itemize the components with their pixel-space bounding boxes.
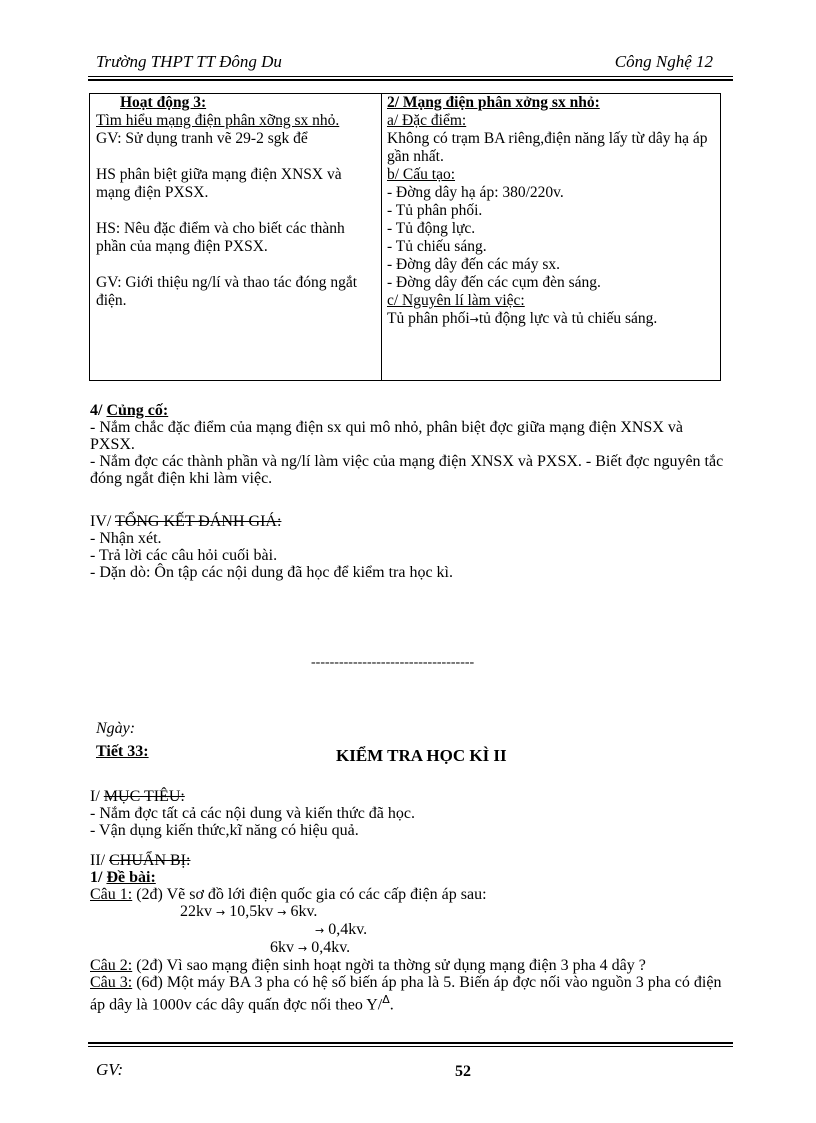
arrow-right-icon: → xyxy=(277,906,287,919)
delta-icon: Δ xyxy=(382,993,390,1006)
activity-right-cell xyxy=(382,94,721,381)
footer-divider-thick xyxy=(88,1042,733,1044)
paragraph: - Nắm đợc các thành phần và ng/lí làm việc của mạng điện XNSX và PXSX. - Biết đợc nguyên tắc đóng ngắt điện khi làm việc. xyxy=(90,453,724,487)
activity-title: Hoạt động 3: xyxy=(120,94,207,111)
paragraph: - Nắm chắc đặc điểm của mạng điện sx qui mô nhỏ, phân biệt đợc giữa mạng điện XNSX và PXSX. xyxy=(90,419,683,453)
voltage-row: → 0,4kv. xyxy=(315,921,368,938)
activity-line: HS phân biệt giữa mạng điện XNSX và mạng điện PXSX. xyxy=(96,166,342,201)
header-divider xyxy=(88,76,733,77)
paragraph: - Vận dụng kiến thức,kĩ năng có hiệu quả. xyxy=(90,822,359,839)
header-school: Trường THPT TT Đông Du xyxy=(96,52,282,71)
cung-co-section: 4/ Củng cố: - Nắm chắc đặc điểm của mạng điện sx qui mô nhỏ, phân biệt đợc giữa mạng điện XNSX và PXSX. - Nắm đợc các thành phần và ng/lí làm việc của mạng điện XNSX và PXSX. - Biết đợc nguyên tắc đóng ngắt điện khi làm việc. xyxy=(90,402,730,487)
activity-line: GV: Sử dụng tranh vẽ 29-2 sgk để xyxy=(96,130,308,147)
lesson-number: Tiết 33: xyxy=(96,743,149,760)
paragraph: - Trả lời các câu hỏi cuối bài. xyxy=(90,547,278,564)
text-line: Không có trạm BA riêng,điện năng lấy từ dây hạ áp gần nhất. xyxy=(387,130,708,165)
muc-tieu-section: I/ MỤC TIÊU: - Nắm đợc tất cả các nội dung và kiến thức đã học. - Vận dụng kiến thức,kĩ năng có hiệu quả. xyxy=(90,788,730,839)
cung-co-heading: Củng cố: xyxy=(106,402,169,419)
list-item: - Tủ chiếu sáng. xyxy=(387,238,487,255)
list-item: - Tủ động lực. xyxy=(387,220,476,237)
subsection-b: b/ Cấu tạo: xyxy=(387,166,456,183)
chuan-bi-heading: CHUẨN BỊ: xyxy=(109,852,191,869)
paragraph: - Nhận xét. xyxy=(90,530,162,547)
activity-left-cell xyxy=(90,94,382,381)
activity-line: Tìm hiểu mạng điện phân xỡng sx nhỏ. xyxy=(96,112,340,129)
subsection-a: a/ Đặc điểm: xyxy=(387,112,467,129)
page-number: 52 xyxy=(455,1063,471,1080)
list-item: - Đờng dây hạ áp: 380/220v. xyxy=(387,184,564,201)
arrow-right-icon: → xyxy=(469,313,479,326)
footer-divider xyxy=(88,1046,733,1047)
activity-table xyxy=(89,93,721,381)
question-1: Câu 1: (2đ) Vẽ sơ đồ lới điện quốc gia có các cấp điện áp sau: xyxy=(90,886,487,903)
tong-ket-heading: TỔNG KẾT ĐÁNH GIÁ: xyxy=(115,513,282,530)
date-label: Ngày: xyxy=(96,720,136,737)
paragraph: - Dặn dò: Ôn tập các nội dung đã học để kiểm tra học kì. xyxy=(90,564,453,581)
voltage-row: 22kv → 10,5kv → 6kv. xyxy=(180,903,318,920)
tong-ket-section: IV/ TỔNG KẾT ĐÁNH GIÁ: - Nhận xét. - Trả lời các câu hỏi cuối bài. - Dặn dò: Ôn tập các nội dung đã học để kiểm tra học kì. xyxy=(90,513,730,581)
header-subject: Công Nghệ 12 xyxy=(614,52,713,71)
list-item: - Tủ phân phối. xyxy=(387,202,483,219)
arrow-right-icon: → xyxy=(216,906,226,919)
section-title: 2/ Mạng điện phân xởng sx nhỏ: xyxy=(387,94,600,111)
list-item: - Đờng dây đến các máy sx. xyxy=(387,256,561,273)
list-item: - Đờng dây đến các cụm đèn sáng. xyxy=(387,274,601,291)
footer-teacher: GV: xyxy=(96,1060,124,1079)
question-3: Câu 3: (6đ) Một máy BA 3 pha có hệ số biến áp pha là 5. Biến áp đợc nối vào nguồn 3 pha có điện áp dây là 1000v các dây quấn đợc nối theo Y/$^\Delta$. xyxy=(90,974,722,1014)
chuan-bi-section: II/ CHUẨN BỊ: 1/ Đề bài: Câu 1: (2đ) Vẽ sơ đồ lới điện quốc gia có các cấp điện áp sau: 22kv → 10,5kv → 6kv. → 0,4kv. 6kv → 0,4kv. Câu 2: (2đ) Vì sao mạng điện sinh hoạt ngời ta thờng sử dụng mạng điện 3 pha 4 dây ? Câu 3: (6đ) Một máy BA 3 pha có hệ số biến áp pha là 5. Biến áp đợc nối vào nguồn 3 pha có điện áp dây là 1000v các dây quấn đợc nối theo Y/$^\Delta$. xyxy=(90,852,730,1013)
voltage-row: 6kv → 0,4kv. xyxy=(270,939,351,956)
separator: ----------------------------------- xyxy=(311,655,475,670)
page-title: KIỂM TRA HỌC KÌ II xyxy=(336,746,507,765)
arrow-right-icon: → xyxy=(298,942,308,955)
activity-line: HS: Nêu đặc điểm và cho biết các thành phần của mạng điện PXSX. xyxy=(96,220,345,255)
header-divider-thick xyxy=(88,79,733,81)
muc-tieu-heading: MỤC TIÊU: xyxy=(103,788,185,805)
subsection-c: c/ Nguyên lí làm việc: xyxy=(387,292,525,309)
de-bai-heading: Đề bài: xyxy=(106,869,156,886)
arrow-right-icon: → xyxy=(315,924,325,937)
activity-line: GV: Giới thiệu ng/lí và thao tác đóng ngắt điện. xyxy=(96,274,358,309)
paragraph: - Nắm đợc tất cả các nội dung và kiến thức đã học. xyxy=(90,805,416,822)
text-line: Tủ phân phối→tủ động lực và tủ chiếu sáng. xyxy=(387,310,658,327)
question-2: Câu 2: (2đ) Vì sao mạng điện sinh hoạt ngời ta thờng sử dụng mạng điện 3 pha 4 dây ? xyxy=(90,957,646,974)
